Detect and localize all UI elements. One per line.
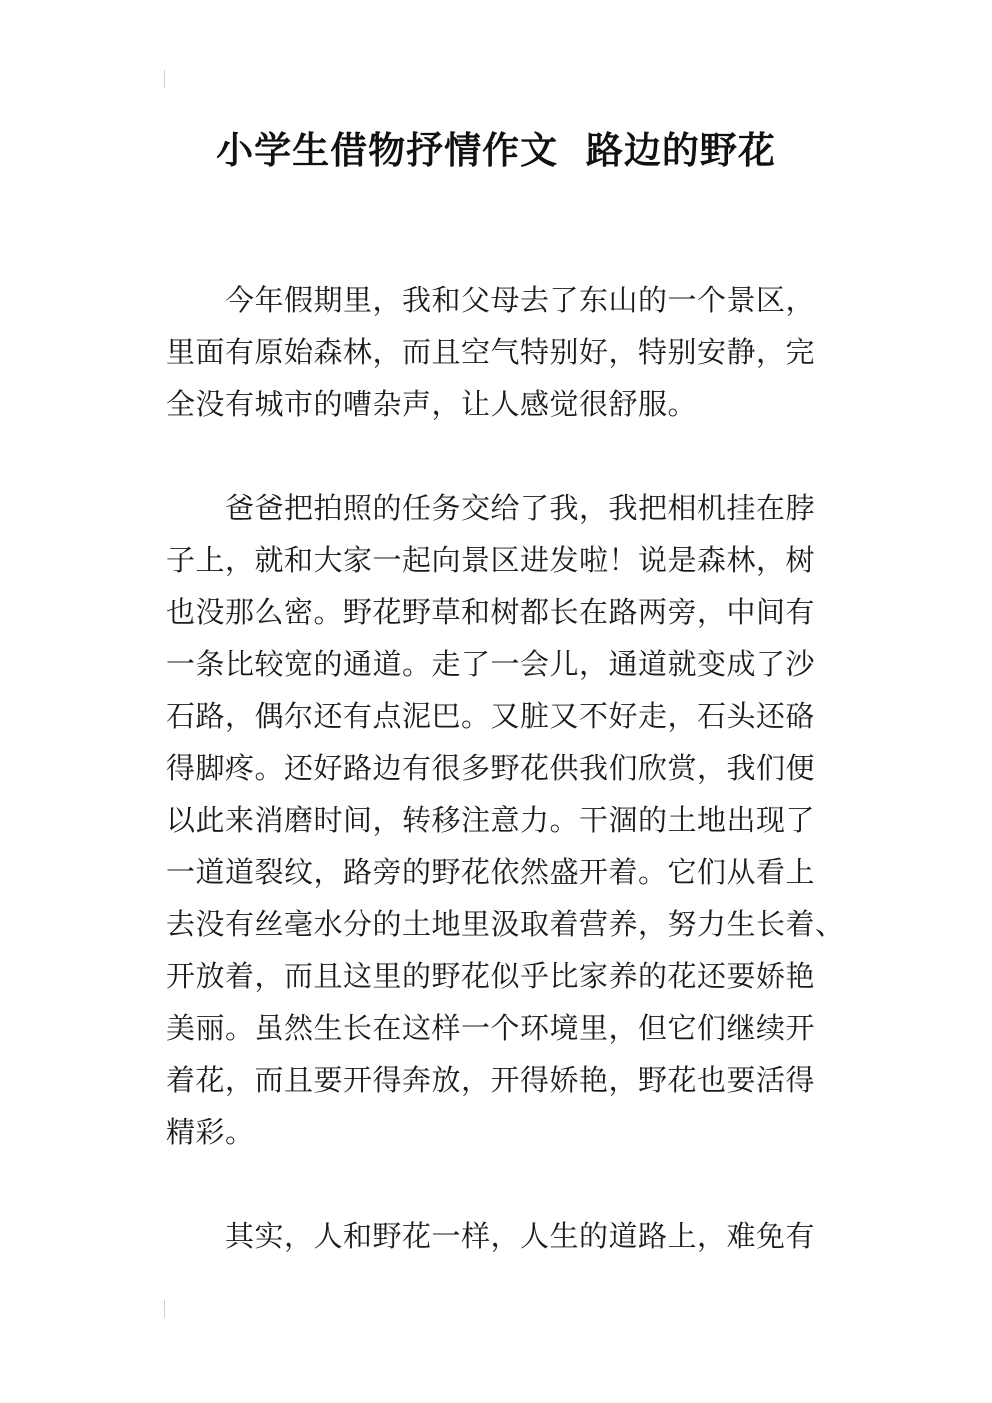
document-body <box>166 274 845 1314</box>
text-line: 今年假期里，我和父母去了东山的一个景区， <box>166 283 816 317</box>
text-line: 其实，人和野花一样，人生的道路上，难免有 <box>166 1219 816 1253</box>
text-line: 以此来消磨时间，转移注意力。干涸的土地出现了 <box>166 803 816 837</box>
text-line: 美丽。虽然生长在这样一个环境里，但它们继续开 <box>166 1011 816 1045</box>
text-line: 一条比较宽的通道。走了一会儿，通道就变成了沙 <box>166 647 816 681</box>
paragraph-1 <box>166 274 830 430</box>
text-line: 子上，就和大家一起向景区进发啦！说是森林，树 <box>166 543 816 577</box>
text-line: 石路，偶尔还有点泥巴。又脏又不好走，石头还硌 <box>166 699 816 733</box>
text-line: 得脚疼。还好路边有很多野花供我们欣赏，我们便 <box>166 751 816 785</box>
text-line: 去没有丝毫水分的土地里汲取着营养，努力生长着、 <box>166 907 845 941</box>
document-title: 小学生借物抒情作文 路边的野花 <box>216 129 776 172</box>
text-line: 也没那么密。野花野草和树都长在路两旁，中间有 <box>166 595 816 629</box>
paragraph-3 <box>166 1210 830 1262</box>
margin-mark-bottom <box>164 1300 165 1318</box>
margin-mark-top <box>164 70 165 88</box>
text-line: 里面有原始森林，而且空气特别好，特别安静，完 <box>166 335 816 369</box>
text-line: 精彩。 <box>166 1115 255 1149</box>
text-line: 一道道裂纹，路旁的野花依然盛开着。它们从看上 <box>166 855 816 889</box>
text-line: 全没有城市的嘈杂声，让人感觉很舒服。 <box>166 387 698 421</box>
text-line: 着花，而且要开得奔放，开得娇艳，野花也要活得 <box>166 1063 816 1097</box>
paragraph-2 <box>166 482 845 1158</box>
text-line: 爸爸把拍照的任务交给了我，我把相机挂在脖 <box>166 491 816 525</box>
text-line: 开放着，而且这里的野花似乎比家养的花还要娇艳 <box>166 959 816 993</box>
